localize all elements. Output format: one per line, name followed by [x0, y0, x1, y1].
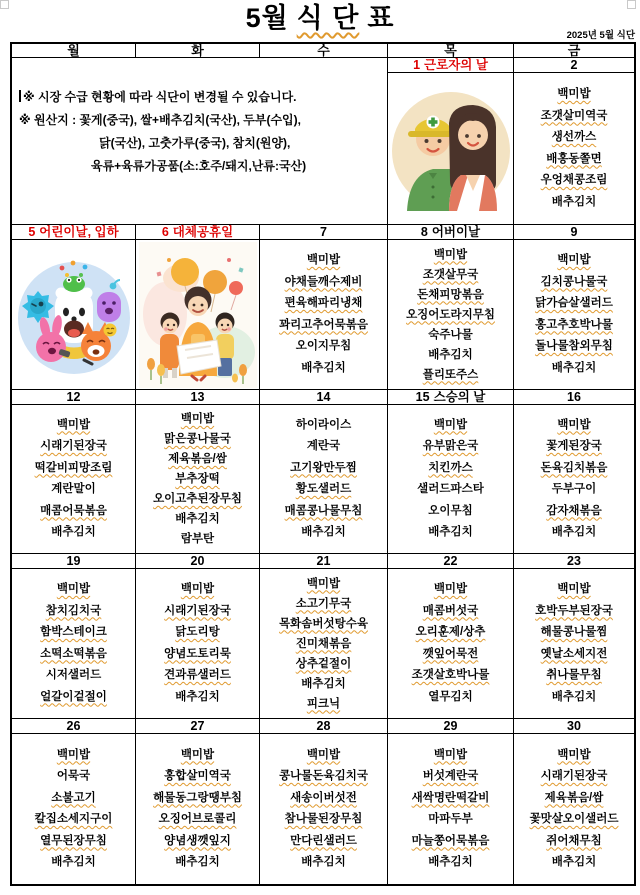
menu-item: 배홍동쫄면: [546, 152, 602, 165]
menu-item: 김치콩나물국: [540, 275, 608, 288]
menu-item: 진미채볶음: [295, 637, 352, 650]
menu-cell: [136, 734, 260, 884]
menu-item: 생선까스: [551, 131, 597, 143]
menu-item: 백미밥: [557, 88, 591, 100]
title-suffix: 표: [367, 3, 395, 33]
date-cell-27: [136, 719, 260, 734]
childrens-day-illustration: [12, 242, 136, 388]
menu-item: 시래기된장국: [40, 440, 107, 452]
menu-item: 소불고기: [51, 791, 96, 804]
menu-item: 야채들깨수제비: [284, 275, 363, 288]
menu-item: 백미밥: [433, 748, 468, 761]
date-cell-15: [388, 390, 514, 405]
menu-item: 시저샐러드: [45, 669, 102, 681]
menu-item: 계란말이: [51, 483, 96, 495]
menu-item: 참치김치국: [45, 604, 102, 617]
menu-item: 참나물된장무침: [284, 813, 363, 825]
date-number: 27: [190, 719, 205, 733]
menu-item: 배추김치: [551, 361, 597, 374]
title-word: 식 단: [296, 3, 360, 33]
menu-item: 계란국: [306, 440, 341, 452]
date-cell-14: [260, 390, 388, 405]
notice-line: 육류+육류가공품(소:호주/돼지,난류:국산): [91, 159, 307, 173]
menu-item: 백미밥: [180, 748, 215, 761]
menu-item: 우엉채콩조림: [540, 174, 608, 186]
date-number: 20: [190, 554, 205, 568]
date-number: 21: [316, 554, 331, 568]
date-number: 9: [570, 225, 578, 239]
meal-calendar: [10, 42, 636, 886]
illustration-cell: [12, 240, 136, 390]
menu-item: 배추김치: [551, 195, 597, 208]
origin-notice: [12, 58, 388, 225]
menu-item: 돌나물참외무침: [535, 340, 613, 352]
menu-item: 백미밥: [180, 413, 215, 425]
menu-item: 시래기된장국: [540, 770, 608, 782]
menu-item: 배추김치: [301, 361, 346, 374]
date-number: 2: [570, 58, 578, 72]
weekday-header-2: 화: [136, 44, 260, 58]
menu-item: 꽃게된장국: [546, 440, 602, 452]
menu-item: 돈채피망볶음: [417, 288, 484, 301]
menu-item: 상추겉절이: [295, 657, 352, 670]
menu-item: 백미밥: [306, 748, 341, 761]
menu-item: 배추김치: [301, 677, 346, 690]
menu-item: 쥐어채무침: [546, 834, 602, 847]
date-cell-21: [260, 554, 388, 569]
weekday-header-1: 월: [12, 44, 136, 58]
menu-cell: [12, 734, 136, 884]
menu-item: 오이고추된장무침: [153, 493, 242, 505]
date-number: 13: [190, 390, 205, 404]
menu-item: 부추장떡: [175, 473, 220, 485]
menu-item: 백미밥: [180, 583, 215, 595]
menu-item: 함박스테이크: [40, 626, 107, 638]
menu-item: 양념도토리묵: [164, 647, 231, 660]
menu-cell: [388, 569, 514, 719]
menu-item: 배추김치: [175, 856, 220, 868]
menu-item: 옛날소세지전: [540, 647, 608, 660]
menu-cell: [260, 734, 388, 884]
menu-item: 숙주나물: [428, 328, 473, 341]
weekday-header-5: 금: [514, 44, 634, 58]
holiday-label: 어린이날, 입하: [39, 225, 119, 239]
weekday-header-3: 수: [260, 44, 388, 58]
menu-item: 배추김치: [175, 513, 220, 525]
menu-item: 백미밥: [433, 583, 468, 595]
date-cell-29: [388, 719, 514, 734]
menu-item: 매콤버섯국: [422, 604, 479, 617]
menu-cell: [136, 569, 260, 719]
date-cell-5: [12, 225, 136, 240]
date-cell-9: [514, 225, 634, 240]
menu-item: 떡갈비피망조림: [34, 461, 113, 474]
menu-item: 배추김치: [428, 856, 473, 868]
menu-item: 백미밥: [557, 418, 591, 431]
menu-item: 두부구이: [551, 483, 597, 495]
menu-item: 람부탄: [180, 533, 215, 545]
menu-item: 배추김치: [428, 348, 473, 361]
notice-line: 닭(국산), 고춧가루(중국), 참치(원양),: [99, 136, 291, 150]
labor-day-illustration: [391, 75, 511, 223]
menu-item: 해물동그랑땡부침: [153, 791, 242, 804]
menu-item: 백미밥: [306, 577, 341, 590]
menu-item: 배추김치: [51, 526, 96, 538]
menu-item: 홍합살미역국: [164, 770, 231, 782]
menu-item: 목화솜버섯탕수육: [279, 617, 368, 630]
menu-item: 꽃맛살오이샐러드: [529, 813, 619, 825]
page-title: [0, 4, 640, 34]
date-number: 22: [443, 554, 458, 568]
date-number: 26: [66, 719, 81, 733]
menu-item: 황도샐러드: [295, 483, 352, 495]
date-cell-6: [136, 225, 260, 240]
menu-item: 백미밥: [557, 254, 591, 266]
date-cell-19: [12, 554, 136, 569]
date-number: 30: [567, 719, 581, 733]
menu-item: 열무된장무침: [40, 834, 107, 847]
menu-item: 백미밥: [56, 583, 91, 595]
menu-item: 배추김치: [551, 690, 597, 703]
menu-item: 조갯살무국: [422, 268, 479, 281]
menu-item: 견과류샐러드: [164, 669, 231, 681]
menu-item: 하이라이스: [295, 418, 352, 431]
menu-item: 해물콩나물찜: [540, 626, 608, 638]
menu-item: 소고기무국: [295, 597, 352, 610]
menu-item: 소떡소떡볶음: [40, 647, 107, 660]
menu-cell: [260, 405, 388, 554]
holiday-label: 대체공휴일: [172, 225, 234, 239]
menu-item: 배추김치: [301, 856, 346, 868]
menu-item: 백미밥: [56, 748, 91, 761]
notice-text: ※ 시장 수급 현황에 따라 식단이 변경될 수 있습니다.: [23, 90, 297, 104]
holiday-label: 스승의 날: [433, 390, 486, 404]
date-cell-1: [388, 58, 514, 73]
holiday-label: 어버이날: [431, 225, 481, 239]
menu-item: 감자채볶음: [546, 504, 602, 517]
menu-cell: [12, 405, 136, 554]
date-number: 23: [567, 554, 581, 568]
notice-line: [19, 86, 383, 109]
menu-cell: [514, 734, 634, 884]
menu-item: 플리또주스: [422, 368, 479, 381]
menu-item: 고기왕만두찜: [290, 461, 357, 474]
date-number: 19: [66, 554, 81, 568]
text-cursor: [19, 90, 21, 102]
menu-item: 버섯계란국: [422, 770, 479, 782]
date-number: 28: [316, 719, 331, 733]
menu-item: 열무김치: [428, 690, 473, 703]
menu-cell: [260, 569, 388, 719]
notice-line: ※ 원산지 : 꽃게(중국), 쌀+배추김치(국산), 두부(수입),: [19, 113, 301, 127]
menu-item: 얼갈이겉절이: [40, 690, 107, 703]
date-cell-30: [514, 719, 634, 734]
menu-cell: [136, 405, 260, 554]
menu-cell: [12, 569, 136, 719]
menu-item: 어묵국: [56, 770, 91, 782]
menu-item: 만다린샐러드: [290, 834, 357, 847]
menu-item: 닭가슴살샐러드: [535, 297, 613, 309]
menu-item: 새싹명란떡갈비: [411, 791, 490, 804]
menu-item: 백미밥: [557, 748, 591, 761]
menu-item: 오징어도라지무침: [406, 308, 495, 321]
date-number: 12: [66, 390, 81, 404]
menu-item: 백미밥: [557, 583, 591, 595]
menu-item: 콩나물돈육김치국: [279, 770, 368, 782]
menu-item: 양념생깻잎지: [164, 834, 231, 847]
menu-item: 백미밥: [433, 418, 468, 431]
substitute-holiday-illustration: [139, 242, 257, 388]
date-number: 1: [413, 58, 421, 72]
date-cell-23: [514, 554, 634, 569]
menu-cell: [388, 240, 514, 390]
menu-item: 매콤어묵볶음: [40, 504, 107, 517]
date-cell-13: [136, 390, 260, 405]
menu-cell: [388, 734, 514, 884]
menu-item: 백미밥: [433, 248, 468, 261]
corner-note: 2025년 5월 식단: [566, 30, 635, 41]
date-cell-16: [514, 390, 634, 405]
illustration-cell: [388, 73, 514, 225]
date-cell-22: [388, 554, 514, 569]
date-cell-8: [388, 225, 514, 240]
menu-item: 깻잎어묵전: [422, 647, 479, 660]
menu-item: 마늘쫑어묵볶음: [411, 834, 490, 847]
menu-item: 백미밥: [56, 418, 91, 431]
menu-item: 오이지무침: [295, 340, 352, 352]
menu-item: 새송이버섯전: [290, 791, 357, 804]
menu-cell: [260, 240, 388, 390]
date-number: 7: [320, 225, 327, 239]
menu-item: 배추김치: [51, 856, 96, 868]
holiday-label: 근로자의 날: [424, 58, 488, 72]
menu-item: 제육볶음/쌈: [168, 453, 227, 465]
weekday-header-4: 목: [388, 44, 514, 58]
menu-cell: [514, 569, 634, 719]
date-number: 6: [161, 225, 169, 239]
menu-item: 배추김치: [551, 856, 597, 868]
menu-item: 배추김치: [428, 526, 473, 538]
menu-item: 편육해파리냉채: [284, 297, 363, 309]
menu-item: 배추김치: [175, 690, 220, 703]
date-number: 5: [28, 225, 36, 239]
menu-item: 돈육김치볶음: [540, 461, 608, 474]
date-cell-26: [12, 719, 136, 734]
date-cell-2: [514, 58, 634, 73]
menu-cell: [388, 405, 514, 554]
menu-item: 칼집소세지구이: [34, 813, 113, 825]
menu-item: 꽈리고추어묵볶음: [279, 318, 368, 331]
date-number: 29: [443, 719, 458, 733]
menu-item: 시래기된장국: [164, 604, 231, 617]
date-cell-20: [136, 554, 260, 569]
menu-item: 치킨까스: [428, 461, 473, 474]
menu-item: 닭도리탕: [175, 626, 220, 638]
menu-item: 샐러드파스타: [417, 483, 484, 495]
menu-cell: [514, 240, 634, 390]
menu-item: 오징어브로콜리: [158, 813, 237, 825]
menu-cell: [514, 405, 634, 554]
menu-item: 호박두부된장국: [535, 604, 613, 617]
menu-item: 피크닉: [306, 697, 341, 710]
date-cell-28: [260, 719, 388, 734]
date-number: 15: [415, 390, 430, 404]
menu-cell: [514, 73, 634, 225]
date-cell-12: [12, 390, 136, 405]
date-number: 8: [420, 225, 428, 239]
menu-item: 맑은콩나물국: [164, 433, 231, 445]
menu-item: 백미밥: [306, 254, 341, 266]
date-number: 14: [316, 390, 331, 404]
menu-item: 홍고추호박나물: [535, 318, 613, 331]
menu-item: 오리훈제/상추: [415, 626, 486, 638]
menu-item: 유부맑은국: [422, 440, 479, 452]
menu-item: 마파두부: [428, 813, 473, 825]
menu-item: 제육볶음/쌈: [544, 791, 604, 804]
date-cell-7: [260, 225, 388, 240]
menu-item: 조갯살미역국: [540, 109, 608, 122]
date-number: 16: [567, 390, 581, 404]
menu-item: 조갯살호박나물: [411, 669, 490, 681]
menu-item: 취나물무침: [546, 669, 602, 681]
title-month: 5월: [245, 3, 289, 33]
menu-item: 매콤콩나물무침: [284, 504, 363, 517]
menu-item: 배추김치: [301, 526, 346, 538]
menu-item: 오이무침: [428, 504, 473, 517]
menu-item: 배추김치: [551, 526, 597, 538]
illustration-cell: [136, 240, 260, 390]
